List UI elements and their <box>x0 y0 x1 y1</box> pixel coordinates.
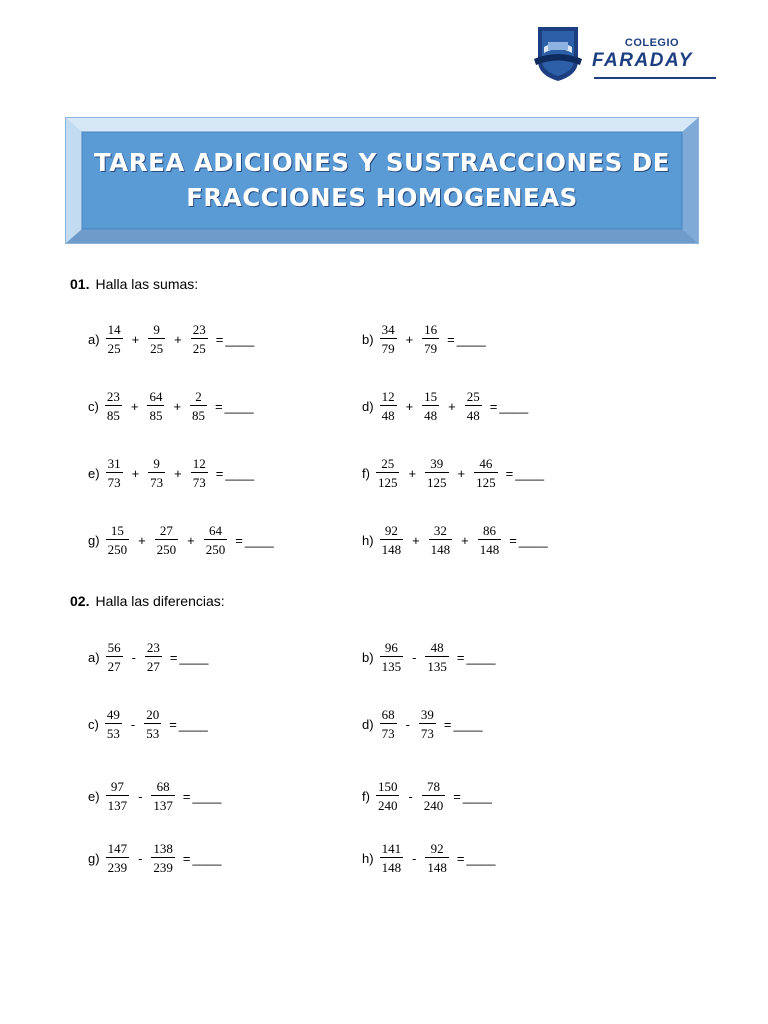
exercise-2-1 <box>362 640 495 674</box>
operator-sign: - <box>138 850 143 866</box>
numerator: 92 <box>384 523 398 538</box>
numerator: 39 <box>420 707 434 722</box>
denominator: 250 <box>205 542 226 557</box>
section-1-title: Halla las sumas: <box>95 276 199 292</box>
numerator: 97 <box>110 779 124 794</box>
exercise-1-7 <box>362 523 548 557</box>
equals-sign: = <box>505 465 514 481</box>
logo-faraday-text: FARADAY <box>592 50 693 71</box>
exercise-label: a) <box>88 649 100 665</box>
denominator: 53 <box>106 726 120 741</box>
fraction <box>144 707 161 741</box>
exercise-label: c) <box>88 716 99 732</box>
numerator: 64 <box>149 389 163 404</box>
numerator: 31 <box>107 456 121 471</box>
fraction <box>105 707 122 741</box>
numerator: 12 <box>192 456 206 471</box>
numerator: 92 <box>430 841 444 856</box>
section-2-title: Halla las diferencias: <box>95 593 225 609</box>
exercise-label: f) <box>362 788 370 804</box>
denominator: 250 <box>107 542 128 557</box>
answer-blank: ____ <box>466 850 496 866</box>
operator-sign: + <box>457 465 466 481</box>
section-1-heading <box>70 276 198 292</box>
numerator: 39 <box>430 456 444 471</box>
numerator: 2 <box>195 389 202 404</box>
answer-blank: ____ <box>466 649 496 665</box>
fraction <box>148 456 165 490</box>
numerator: 32 <box>433 523 447 538</box>
denominator: 239 <box>153 860 173 875</box>
exercise-1-4 <box>88 456 254 490</box>
exercise-label: g) <box>88 532 100 548</box>
denominator: 148 <box>381 542 402 557</box>
equals-sign: = <box>443 716 452 732</box>
operator-sign: + <box>461 532 469 548</box>
equals-sign: = <box>447 331 455 347</box>
denominator: 240 <box>423 798 444 813</box>
equals-sign: = <box>453 788 461 804</box>
logo-colegio-text: COLEGIO <box>624 37 680 49</box>
section-1-number: 01. <box>70 276 90 292</box>
operator-sign: - <box>412 649 417 665</box>
operator-sign: + <box>138 532 146 548</box>
operator-sign: + <box>173 398 182 414</box>
exercise-label: f) <box>362 465 370 481</box>
fraction <box>155 523 179 557</box>
answer-blank: ____ <box>499 398 529 414</box>
numerator: 96 <box>384 640 398 655</box>
operator-sign: + <box>448 398 456 414</box>
exercise-label: d) <box>362 716 374 732</box>
denominator: 25 <box>192 341 206 356</box>
fraction <box>105 389 122 423</box>
denominator: 73 <box>107 475 121 490</box>
denominator: 48 <box>466 408 480 423</box>
operator-sign: - <box>412 850 417 866</box>
denominator: 148 <box>427 860 447 875</box>
numerator: 147 <box>107 841 128 856</box>
fraction <box>380 640 404 674</box>
exercise-1-1 <box>362 322 486 356</box>
operator-sign: + <box>130 398 139 414</box>
operator-sign: + <box>187 532 195 548</box>
numerator: 15 <box>424 389 438 404</box>
numerator: 9 <box>153 322 160 337</box>
operator-sign: - <box>405 716 410 732</box>
exercise-label: h) <box>362 532 374 548</box>
denominator: 73 <box>381 726 395 741</box>
fraction <box>422 779 446 813</box>
fraction <box>478 523 502 557</box>
operator-sign: + <box>174 331 182 347</box>
fraction <box>380 322 397 356</box>
fraction <box>106 841 130 875</box>
numerator: 56 <box>107 640 121 655</box>
numerator: 68 <box>381 707 395 722</box>
numerator: 25 <box>381 456 395 471</box>
numerator: 64 <box>209 523 222 538</box>
exercise-1-5 <box>362 456 544 490</box>
answer-blank: ____ <box>178 716 208 732</box>
equals-sign: = <box>456 850 465 866</box>
section-2-heading <box>70 593 225 609</box>
fraction <box>425 640 449 674</box>
denominator: 25 <box>107 341 121 356</box>
operator-sign: + <box>412 532 420 548</box>
numerator: 23 <box>106 389 120 404</box>
fraction <box>147 389 164 423</box>
exercise-label: a) <box>88 331 100 347</box>
fraction <box>106 523 130 557</box>
numerator: 15 <box>110 523 124 538</box>
denominator: 148 <box>479 542 500 557</box>
equals-sign: = <box>489 398 498 414</box>
denominator: 125 <box>427 475 447 490</box>
denominator: 53 <box>146 726 160 741</box>
numerator: 23 <box>146 640 160 655</box>
equals-sign: = <box>456 649 465 665</box>
fraction <box>376 456 400 490</box>
equals-sign: = <box>182 850 191 866</box>
denominator: 27 <box>107 659 121 674</box>
exercise-2-4 <box>88 779 221 813</box>
fraction <box>380 523 404 557</box>
denominator: 137 <box>153 798 173 813</box>
exercise-2-0 <box>88 640 208 674</box>
fraction <box>148 322 165 356</box>
fraction <box>151 779 175 813</box>
denominator: 137 <box>107 798 128 813</box>
denominator: 240 <box>377 798 398 813</box>
numerator: 27 <box>159 523 173 538</box>
fraction <box>425 456 449 490</box>
numerator: 68 <box>156 779 170 794</box>
denominator: 73 <box>420 726 434 741</box>
numerator: 25 <box>466 389 480 404</box>
equals-sign: = <box>215 331 224 347</box>
equals-sign: = <box>215 398 223 414</box>
numerator: 46 <box>479 456 493 471</box>
answer-blank: ____ <box>518 532 548 548</box>
exercise-2-7 <box>362 841 495 875</box>
exercise-label: d) <box>362 398 374 414</box>
exercise-2-2 <box>88 707 208 741</box>
answer-blank: ____ <box>225 331 255 347</box>
numerator: 34 <box>381 322 395 337</box>
answer-blank: ____ <box>225 465 255 481</box>
title-line-1: TAREA ADICIONES Y SUSTRACCIONES DE <box>93 148 670 177</box>
denominator: 85 <box>192 408 206 423</box>
exercise-label: h) <box>362 850 374 866</box>
fraction <box>145 640 162 674</box>
operator-sign: + <box>408 465 417 481</box>
answer-blank: ____ <box>179 649 209 665</box>
answer-blank: ____ <box>515 465 545 481</box>
exercise-1-0 <box>88 322 254 356</box>
exercise-1-2 <box>88 389 254 423</box>
fraction <box>190 389 207 423</box>
operator-sign: + <box>405 398 414 414</box>
denominator: 148 <box>381 860 402 875</box>
exercise-label: c) <box>88 398 99 414</box>
equals-sign: = <box>182 788 191 804</box>
denominator: 85 <box>149 408 163 423</box>
fraction <box>380 841 404 875</box>
fraction <box>106 456 123 490</box>
denominator: 148 <box>430 542 451 557</box>
equals-sign: = <box>215 465 224 481</box>
operator-sign: - <box>408 788 413 804</box>
exercise-1-6 <box>88 523 274 557</box>
fraction <box>419 707 436 741</box>
operator-sign: + <box>131 465 140 481</box>
numerator: 49 <box>106 707 120 722</box>
exercise-label: b) <box>362 649 374 665</box>
fraction <box>191 456 208 490</box>
equals-sign: = <box>509 532 517 548</box>
equals-sign: = <box>169 649 178 665</box>
denominator: 48 <box>381 408 395 423</box>
operator-sign: + <box>131 331 140 347</box>
fraction <box>151 841 175 875</box>
denominator: 135 <box>381 659 402 674</box>
fraction <box>422 322 439 356</box>
fraction <box>380 707 397 741</box>
denominator: 125 <box>377 475 398 490</box>
numerator: 23 <box>192 322 206 337</box>
exercise-1-3 <box>362 389 528 423</box>
exercise-label: e) <box>88 465 100 481</box>
fraction <box>429 523 453 557</box>
fraction <box>465 389 482 423</box>
title-banner <box>65 117 699 244</box>
fraction <box>106 322 123 356</box>
denominator: 27 <box>146 659 160 674</box>
denominator: 79 <box>424 341 438 356</box>
numerator: 86 <box>483 523 496 538</box>
numerator: 9 <box>153 456 160 471</box>
fraction <box>106 640 123 674</box>
denominator: 250 <box>156 542 177 557</box>
denominator: 85 <box>106 408 120 423</box>
answer-blank: ____ <box>453 716 483 732</box>
numerator: 48 <box>430 640 444 655</box>
numerator: 141 <box>381 841 402 856</box>
title-line-2: FRACCIONES HOMOGENEAS <box>186 183 578 212</box>
fraction <box>380 389 397 423</box>
numerator: 12 <box>381 389 395 404</box>
denominator: 239 <box>107 860 128 875</box>
operator-sign: - <box>131 649 136 665</box>
fraction <box>376 779 400 813</box>
equals-sign: = <box>169 716 177 732</box>
denominator: 48 <box>424 408 438 423</box>
numerator: 150 <box>377 779 398 794</box>
numerator: 16 <box>424 322 438 337</box>
denominator: 79 <box>381 341 395 356</box>
operator-sign: - <box>138 788 143 804</box>
numerator: 20 <box>146 707 160 722</box>
fraction <box>106 779 130 813</box>
exercise-2-6 <box>88 841 221 875</box>
fraction <box>425 841 449 875</box>
operator-sign: + <box>174 465 182 481</box>
exercise-label: e) <box>88 788 100 804</box>
fraction <box>422 389 439 423</box>
exercise-label: g) <box>88 850 100 866</box>
exercise-2-5 <box>362 779 492 813</box>
operator-sign: - <box>130 716 136 732</box>
numerator: 14 <box>107 322 121 337</box>
section-2-number: 02. <box>70 593 90 609</box>
school-logo <box>534 25 724 85</box>
numerator: 138 <box>153 841 173 856</box>
denominator: 135 <box>427 659 447 674</box>
answer-blank: ____ <box>192 788 222 804</box>
answer-blank: ____ <box>456 331 486 347</box>
denominator: 73 <box>192 475 206 490</box>
exercise-2-3 <box>362 707 482 741</box>
answer-blank: ____ <box>192 850 222 866</box>
fraction <box>474 456 498 490</box>
fraction <box>204 523 228 557</box>
fraction <box>191 322 208 356</box>
denominator: 73 <box>150 475 164 490</box>
denominator: 125 <box>476 475 496 490</box>
operator-sign: + <box>405 331 414 347</box>
answer-blank: ____ <box>462 788 492 804</box>
equals-sign: = <box>235 532 243 548</box>
answer-blank: ____ <box>224 398 254 414</box>
numerator: 78 <box>427 779 441 794</box>
exercise-label: b) <box>362 331 374 347</box>
answer-blank: ____ <box>244 532 274 548</box>
denominator: 25 <box>150 341 164 356</box>
